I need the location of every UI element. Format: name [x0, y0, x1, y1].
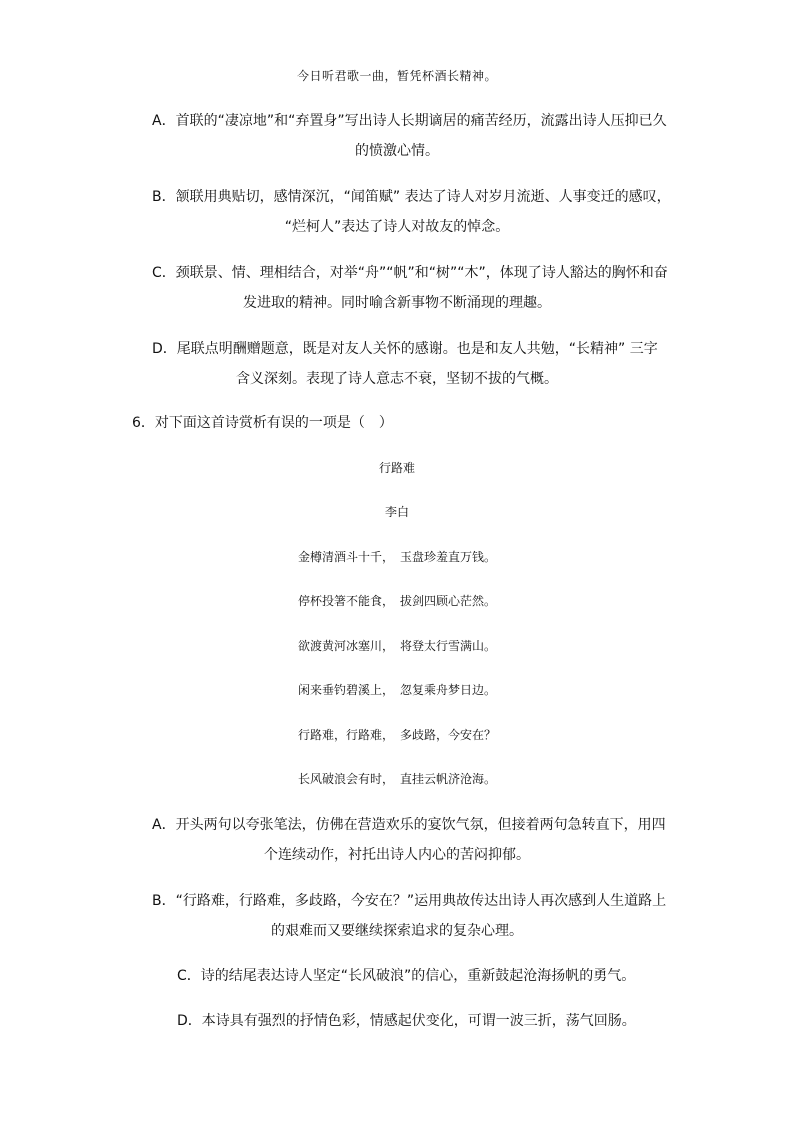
- q6-option-d-text: 本诗具有强烈的抒情色彩，情感起伏变化，可谓一波三折，荡气回肠。: [201, 1013, 636, 1029]
- q5-option-c-text: 颈联景、情、理相结合，对举“舟”“帆”和“树”“木”，体现了诗人豁达的胸怀和奋: [175, 265, 668, 281]
- q6-option-c-line1: [177, 966, 635, 986]
- poem-closing-line: 今日听君歌一曲，暂凭杯酒长精神。: [296, 69, 497, 83]
- q6-number: 6．: [132, 415, 155, 431]
- q5-option-a-line2: 的愤激心情。: [355, 143, 439, 159]
- poem-line: 金樽清酒斗十千， 玉盘珍羞直万钱。: [297, 550, 496, 564]
- q5-option-a-letter: A．: [152, 113, 176, 129]
- q5-option-d-letter: D．: [152, 341, 177, 357]
- q6-question-stem: [132, 413, 393, 433]
- q5-option-d-line1: [152, 339, 658, 359]
- q5-option-d-line2: 含义深刻。表现了诗人意志不衰，坚韧不拔的气概。: [236, 371, 558, 387]
- q6-option-b-line1: [152, 891, 666, 911]
- q5-option-b-line2: “烂柯人”表达了诗人对故友的悼念。: [284, 219, 510, 235]
- q6-option-a-line2: 个连续动作，衬托出诗人内心的苦闷抑郁。: [264, 847, 530, 863]
- q6-option-a-letter: A．: [152, 817, 176, 833]
- q6-option-d-line1: [177, 1011, 636, 1031]
- q6-option-c-text: 诗的结尾表达诗人坚定“长风破浪”的信心，重新鼓起沧海扬帆的勇气。: [200, 968, 636, 984]
- q5-option-c-line2: 发进取的精神。同时喻含新事物不断涌现的理趣。: [243, 295, 551, 311]
- poem-line: 长风破浪会有时， 直挂云帆济沧海。: [297, 772, 496, 786]
- q5-option-b-line1: [152, 187, 671, 207]
- q5-option-c-line1: [152, 263, 668, 283]
- poem-line: 闲来垂钓碧溪上， 忽复乘舟梦日边。: [297, 683, 496, 697]
- q6-option-b-letter: B．: [152, 893, 176, 909]
- poem-line: 行路难，行路难， 多歧路，今安在？: [297, 728, 496, 742]
- q6-option-b-line2: 的艰难而又要继续探索追求的复杂心理。: [271, 923, 523, 939]
- q6-option-d-letter: D．: [177, 1013, 202, 1029]
- q5-option-a-line1: [152, 111, 667, 131]
- q6-option-b-text: “行路难，行路难，多歧路，今安在？”运用典故传达出诗人再次感到人生道路上: [175, 893, 667, 909]
- q5-option-b-text: 颔联用典贴切，感情深沉，“闻笛赋” 表达了诗人对岁月流逝、人事变迁的感叹，: [175, 189, 671, 205]
- poem-author: 李白: [384, 505, 409, 519]
- q5-option-d-text: 尾联点明酬赠题意，既是对友人关怀的感谢。也是和友人共勉，“长精神” 三字: [176, 341, 658, 357]
- q5-option-b-letter: B．: [152, 189, 176, 205]
- q5-option-c-letter: C．: [152, 265, 176, 281]
- q6-stem-text: 对下面这首诗赏析有误的一项是（ ）: [154, 415, 393, 431]
- poem-line: 停杯投箸不能食， 拔剑四顾心茫然。: [297, 594, 496, 608]
- q6-option-a-text: 开头两句以夸张笔法，仿佛在营造欢乐的宴饮气氛，但接着两句急转直下，用四: [175, 817, 666, 833]
- q5-option-a-text: 首联的“凄凉地”和“弃置身”写出诗人长期谪居的痛苦经历，流露出诗人压抑已久: [175, 113, 667, 129]
- q6-option-a-line1: [152, 815, 666, 835]
- poem-line: 欲渡黄河冰塞川， 将登太行雪满山。: [297, 639, 496, 653]
- poem-title: 行路难: [378, 461, 415, 475]
- q6-option-c-letter: C．: [177, 968, 201, 984]
